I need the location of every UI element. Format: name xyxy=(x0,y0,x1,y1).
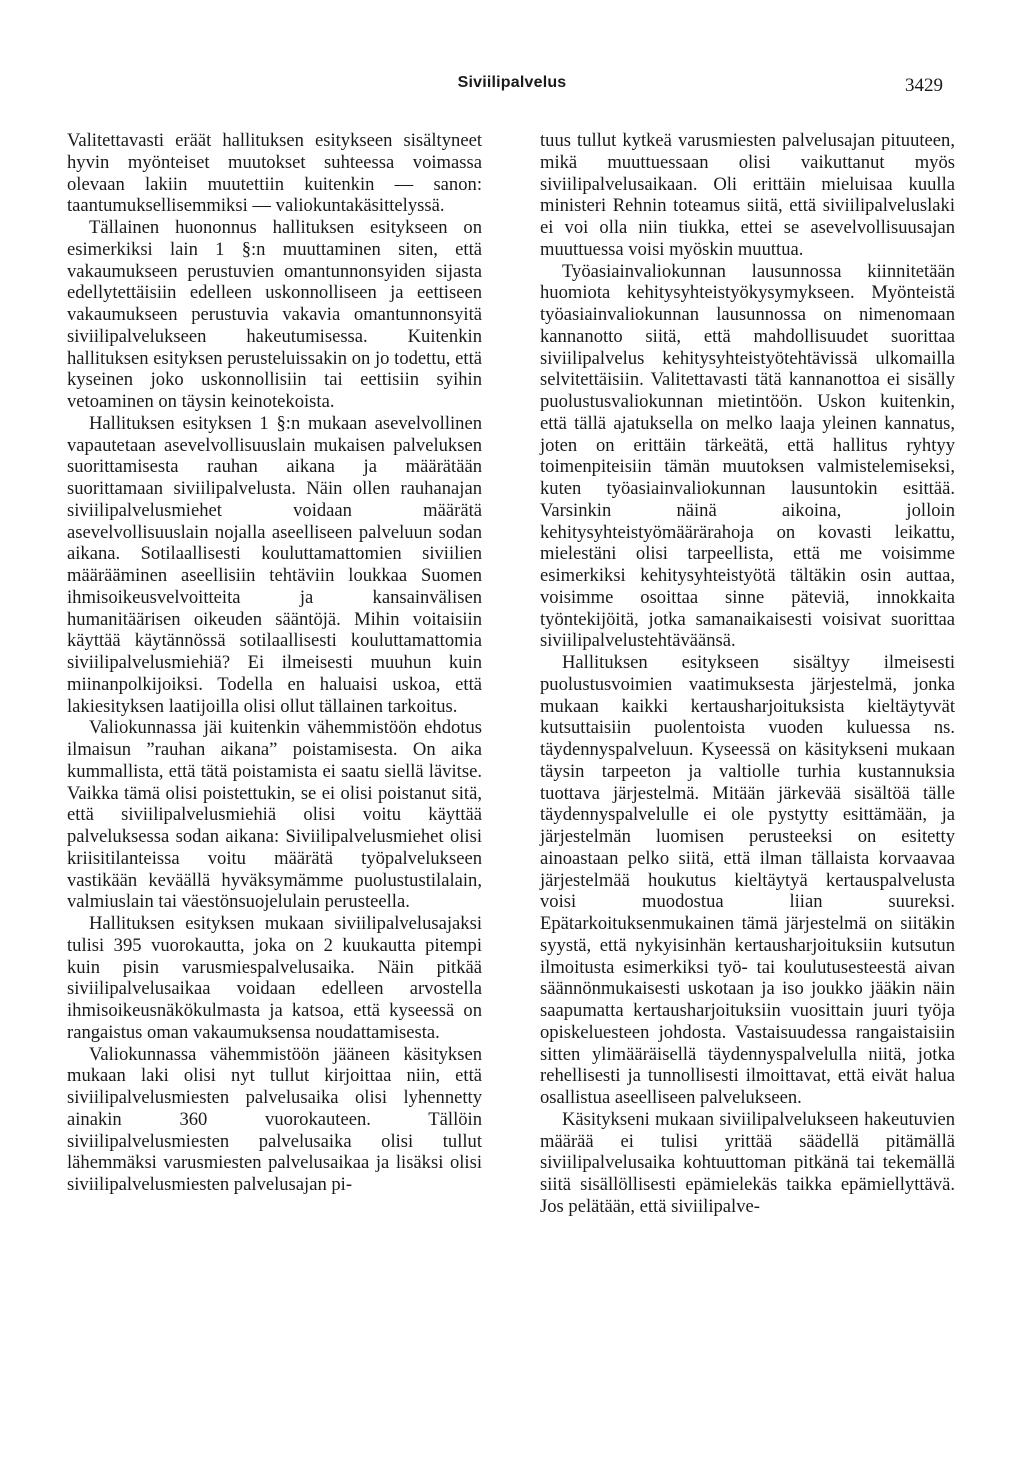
paragraph: Käsitykseni mukaan siviilipalvelukseen hakeutuvien määrää ei tulisi yrittää säädellä pitämällä siviilipalvelusaika kohtuuttoman pitkänä tai tekemällä siitä sisällöllisesti epämielekäs taikka epämiellyttävä. Jos pelätään, että siviilipalve- xyxy=(540,1108,955,1217)
paragraph: Hallituksen esityksen mukaan siviilipalvelusajaksi tulisi 395 vuorokautta, joka on 2 kuukautta pitempi kuin pisin varusmiespalvelusaika. Näin pitkää siviilipalvelusaikaa voidaan edelleen arvostella ihmisoikeusnäkökulmasta ja katsoa, että kyseessä on rangaistus oman vakaumuksensa noudattamisesta. xyxy=(67,913,482,1043)
right-column xyxy=(540,130,955,1218)
left-column xyxy=(67,130,482,1196)
page-header xyxy=(0,74,1024,102)
page-number: 3429 xyxy=(905,75,943,96)
paragraph: Työasiainvaliokunnan lausunnossa kiinnitetään huomiota kehitysyhteistyökysymykseen. Myönteistä työasiainvaliokunnan lausunnossa on nimenomaan kannanotto siitä, että mahdollisuudet suorittaa siviilipalvelus kehitysyhteistyötehtävissä ulkomailla selvitettäisiin. Valitettavasti tätä kannanottoa ei sisälly puolustusvaliokunnan mietintöön. Uskon kuitenkin, että tällä ajatuksella on melko laaja yleinen kannatus, joten on erittäin tärkeätä, että hallitus ryhtyy toimenpiteisiin tämän muutoksen valmistelemiseksi, kuten työasiainvaliokunnan lausuntokin esittää. Varsinkin näinä aikoina, jolloin kehitysyhteistyömäärärahoja on kovasti leikattu, mielestäni olisi tarpeellista, että me voisimme esimerkiksi kehitysyhteistyötä tältäkin osin auttaa, voisimme osoittaa sinne päteviä, innokkaita työntekijöitä, jotka samanaikaisesti voisivat suorittaa siviilipalvelustehtäväänsä. xyxy=(540,260,955,652)
paragraph: Valiokunnassa jäi kuitenkin vähemmistöön ehdotus ilmaisun ”rauhan aikana” poistamisesta. On aika kummallista, että tätä poistamista ei saatu siellä lävitse. Vaikka tämä olisi poistettukin, se ei olisi poistanut sitä, että siviilipalvelusmiehiä olisi voitu käyttää palveluksessa sodan aikana: Siviilipalvelusmiehet olisi kriisitilanteissa voitu määrätä työpalvelukseen vastikään keväällä hyväksymämme puolustustilalain, valmiuslain tai väestönsuojelulain perusteella. xyxy=(67,717,482,913)
paragraph: Hallituksen esitykseen sisältyy ilmeisesti puolustusvoimien vaatimuksesta järjestelmä, jonka mukaan kaikki kertausharjoituksista kieltäytyvät kutsuttaisiin puolentoista vuoden kuluessa ns. täydennyspalveluun. Kyseessä on käsitykseni mukaan täysin tarpeeton ja valtiolle turhia kustannuksia tuottava järjestelmä. Mitään järkevää sisältöä tälle täydennyspalvelulle ei ole pystytty esittämään, ja järjestelmän luomisen perusteeksi on esitetty ainoastaan pelko siitä, että ilman tällaista korvaavaa järjestelmää houkutus kieltäytyä kertauspalvelusta voisi muodostua liian suureksi. Epätarkoituksenmukainen tämä järjestelmä on siitäkin syystä, että nykyisinhän kertausharjoituksiin kutsutun ilmoitusta esimerkiksi työ- tai koulutusesteestä aivan säännönmukaisesti uskotaan ja iso joukko jääkin näin saapumatta kertausharjoituksiin vuosittain juuri työja opiskeluesteen johdosta. Vastaisuudessa rangaistaisiin sitten ylimääräisellä täydennyspalvelulla niitä, jotka rehellisesti ja tunnollisesti ilmoittavat, että eivät halua osallistua aseelliseen palvelukseen. xyxy=(540,652,955,1108)
paragraph: tuus tullut kytkeä varusmiesten palvelusajan pituuteen, mikä muuttuessaan olisi vaikuttanut myös siviilipalvelusaikaan. Oli erittäin mieluisaa kuulla ministeri Rehnin toteamus siitä, että siviilipalveluslaki ei voi olla niin tiukka, ettei se asevelvollisuusajan muuttuessa voisi myöskin muuttua. xyxy=(540,130,955,260)
running-title: Siviilipalvelus xyxy=(457,74,567,91)
paragraph: Tällainen huononnus hallituksen esitykseen on esimerkiksi lain 1 §:n muuttaminen siten, että vakaumukseen perustuvien omantunnonsyiden sijasta edellytettäisiin edelleen uskonnolliseen ja eettiseen vakaumukseen perustuvia vakavia omantunnonsyitä siviilipalvelukseen hakeutumisessa. Kuitenkin hallituksen esityksen perusteluissakin on jo todettu, että kyseinen joko uskonnollisiin tai eettisiin syihin vetoaminen on täysin keinotekoista. xyxy=(67,217,482,412)
paragraph: Valitettavasti eräät hallituksen esitykseen sisältyneet hyvin myönteiset muutokset suhteessa voimassa olevaan lakiin muutettiin kuitenkin — sanon: taantumuksellisemmiksi — valiokuntakäsittelyssä. xyxy=(67,130,482,217)
paragraph: Valiokunnassa vähemmistöön jääneen käsityksen mukaan laki olisi nyt tullut kirjoittaa niin, että siviilipalvelusmiesten palvelusaika olisi lyhennetty ainakin 360 vuorokauteen. Tällöin siviilipalvelusmiesten palvelusaika olisi tullut lähemmäksi varusmiesten palvelusaikaa ja lisäksi olisi siviilipalvelusmiesten palvelusajan pi- xyxy=(67,1043,482,1195)
paragraph: Hallituksen esityksen 1 §:n mukaan asevelvollinen vapautetaan asevelvollisuuslain mukaisen palveluksen suorittamisesta rauhan aikana ja määrätään suorittamaan siviilipalvelusta. Näin ollen rauhanajan siviilipalvelusmiehet voidaan määrätä asevelvollisuuslain nojalla aseelliseen palveluun sodan aikana. Sotilaallisesti kouluttamattomien siviilien määrääminen aseellisiin tehtäviin loukkaa Suomen ihmisoikeusvelvoitteita ja kansainvälisen humanitäärisen oikeuden sääntöjä. Mihin voitaisiin käyttää käytännössä sotilaallisesti kouluttamattomia siviilipalvelusmiehiä? Ei ilmeisesti muuhun kuin miinanpolkijoiksi. Todella en haluaisi uskoa, että lakiesityksen laatijoilla olisi ollut tällainen tarkoitus. xyxy=(67,412,482,717)
